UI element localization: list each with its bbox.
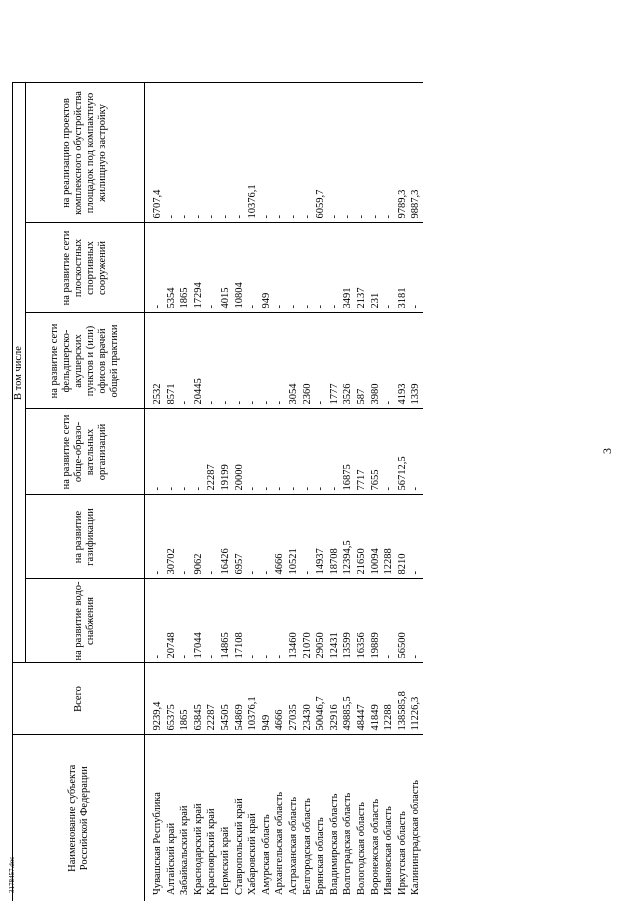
cell-schools: - bbox=[192, 409, 206, 495]
cell-name: Ивановская область bbox=[382, 735, 396, 901]
cell-gas: 18708 bbox=[328, 495, 342, 579]
cell-medical: - bbox=[382, 313, 396, 409]
cell-schools: 16875 bbox=[341, 409, 355, 495]
table-row bbox=[233, 83, 247, 901]
cell-water: - bbox=[273, 579, 287, 663]
cell-total: 63845 bbox=[192, 663, 206, 735]
cell-name: Чувашская Республика bbox=[145, 735, 165, 901]
page-number: 3 bbox=[600, 448, 614, 454]
cell-sports: - bbox=[205, 223, 219, 313]
cell-medical: 1339 bbox=[409, 313, 423, 409]
cell-complex: - bbox=[192, 83, 206, 223]
table-row bbox=[219, 83, 233, 901]
cell-gas: 4666 bbox=[273, 495, 287, 579]
cell-gas: - bbox=[301, 495, 315, 579]
cell-sports: - bbox=[273, 223, 287, 313]
cell-gas: 8210 bbox=[396, 495, 410, 579]
cell-name: Хабаровский край bbox=[246, 735, 260, 901]
cell-sports: 3491 bbox=[341, 223, 355, 313]
cell-complex: - bbox=[341, 83, 355, 223]
table-row bbox=[328, 83, 342, 901]
cell-schools: - bbox=[314, 409, 328, 495]
table-row bbox=[396, 83, 410, 901]
cell-medical: 4193 bbox=[396, 313, 410, 409]
cell-schools: - bbox=[287, 409, 301, 495]
table-row bbox=[145, 83, 165, 901]
table-row bbox=[382, 83, 396, 901]
cell-sports: - bbox=[145, 223, 165, 313]
cell-sports: - bbox=[301, 223, 315, 313]
cell-medical: - bbox=[246, 313, 260, 409]
cell-sports: 17294 bbox=[192, 223, 206, 313]
cell-schools: 22287 bbox=[205, 409, 219, 495]
cell-water: 20748 bbox=[165, 579, 179, 663]
table-row bbox=[205, 83, 219, 901]
cell-complex: - bbox=[219, 83, 233, 223]
cell-gas: - bbox=[205, 495, 219, 579]
cell-gas: - bbox=[260, 495, 274, 579]
cell-name: Алтайский край bbox=[165, 735, 179, 901]
cell-gas: 12288 bbox=[382, 495, 396, 579]
cell-schools: 7655 bbox=[369, 409, 383, 495]
cell-gas: 10521 bbox=[287, 495, 301, 579]
cell-sports: 949 bbox=[260, 223, 274, 313]
cell-complex: - bbox=[355, 83, 369, 223]
cell-schools: - bbox=[409, 409, 423, 495]
cell-medical: - bbox=[260, 313, 274, 409]
header-sports: на развитие сети плоскостных спортивных сооружений bbox=[26, 223, 145, 313]
cell-water: 17044 bbox=[192, 579, 206, 663]
cell-gas: 9062 bbox=[192, 495, 206, 579]
cell-name: Амурская область bbox=[260, 735, 274, 901]
cell-total: 49885,5 bbox=[341, 663, 355, 735]
cell-sports: 5354 bbox=[165, 223, 179, 313]
table-row bbox=[287, 83, 301, 901]
cell-medical: 3980 bbox=[369, 313, 383, 409]
cell-total: 11226,3 bbox=[409, 663, 423, 735]
cell-name: Астраханская область bbox=[287, 735, 301, 901]
cell-complex: - bbox=[287, 83, 301, 223]
table-row bbox=[314, 83, 328, 901]
cell-sports: 4015 bbox=[219, 223, 233, 313]
cell-water: 16356 bbox=[355, 579, 369, 663]
cell-total: 22287 bbox=[205, 663, 219, 735]
table-row bbox=[273, 83, 287, 901]
cell-schools: - bbox=[328, 409, 342, 495]
table-body bbox=[145, 83, 423, 901]
cell-schools: 56712,5 bbox=[396, 409, 410, 495]
table-row bbox=[165, 83, 179, 901]
cell-water: - bbox=[205, 579, 219, 663]
cell-complex: - bbox=[328, 83, 342, 223]
cell-complex: 9789,3 bbox=[396, 83, 410, 223]
cell-total: 9239,4 bbox=[145, 663, 165, 735]
table-row bbox=[178, 83, 192, 901]
table-row bbox=[341, 83, 355, 901]
cell-water: - bbox=[145, 579, 165, 663]
cell-schools: - bbox=[260, 409, 274, 495]
cell-complex: - bbox=[233, 83, 247, 223]
header-water: на развитие водо-снабжения bbox=[26, 579, 145, 663]
table-row bbox=[246, 83, 260, 901]
cell-total: 138585,8 bbox=[396, 663, 410, 735]
subsidy-table bbox=[12, 83, 423, 902]
cell-total: 4666 bbox=[273, 663, 287, 735]
cell-schools: 7717 bbox=[355, 409, 369, 495]
cell-complex: - bbox=[273, 83, 287, 223]
cell-water: 12431 bbox=[328, 579, 342, 663]
cell-complex: - bbox=[301, 83, 315, 223]
cell-water: - bbox=[382, 579, 396, 663]
header-in-total: В том числе bbox=[13, 83, 26, 663]
cell-name: Волгоградская область bbox=[341, 735, 355, 901]
cell-water: - bbox=[260, 579, 274, 663]
table-row bbox=[369, 83, 383, 901]
cell-total: 41849 bbox=[369, 663, 383, 735]
cell-water: 14865 bbox=[219, 579, 233, 663]
cell-gas: 16426 bbox=[219, 495, 233, 579]
cell-name: Воронежская область bbox=[369, 735, 383, 901]
cell-complex: 9887,3 bbox=[409, 83, 423, 223]
cell-gas: 12394,5 bbox=[341, 495, 355, 579]
cell-gas: 14937 bbox=[314, 495, 328, 579]
cell-medical: 8571 bbox=[165, 313, 179, 409]
cell-medical: 20445 bbox=[192, 313, 206, 409]
cell-medical: - bbox=[178, 313, 192, 409]
cell-total: 27035 bbox=[287, 663, 301, 735]
cell-total: 65375 bbox=[165, 663, 179, 735]
cell-sports: 3181 bbox=[396, 223, 410, 313]
cell-name: Ставропольский край bbox=[233, 735, 247, 901]
cell-complex: - bbox=[260, 83, 274, 223]
cell-schools: - bbox=[145, 409, 165, 495]
cell-water: - bbox=[178, 579, 192, 663]
cell-medical: 1777 bbox=[328, 313, 342, 409]
header-total: Всего bbox=[13, 663, 145, 735]
cell-medical: 3054 bbox=[287, 313, 301, 409]
cell-gas: - bbox=[178, 495, 192, 579]
cell-schools: - bbox=[178, 409, 192, 495]
cell-name: Красноярский край bbox=[205, 735, 219, 901]
cell-total: 48447 bbox=[355, 663, 369, 735]
cell-total: 1865 bbox=[178, 663, 192, 735]
cell-gas: - bbox=[145, 495, 165, 579]
cell-sports: - bbox=[409, 223, 423, 313]
cell-complex: - bbox=[369, 83, 383, 223]
cell-water: 13460 bbox=[287, 579, 301, 663]
cell-name: Архангельская область bbox=[273, 735, 287, 901]
cell-gas: 10094 bbox=[369, 495, 383, 579]
cell-complex: - bbox=[205, 83, 219, 223]
cell-schools: - bbox=[246, 409, 260, 495]
cell-medical: - bbox=[205, 313, 219, 409]
cell-total: 23430 bbox=[301, 663, 315, 735]
cell-gas: - bbox=[409, 495, 423, 579]
header-schools: на развитие сети обще-образо-вательных организаций bbox=[26, 409, 145, 495]
cell-gas: 30702 bbox=[165, 495, 179, 579]
cell-name: Забайкальский край bbox=[178, 735, 192, 901]
cell-total: 12288 bbox=[382, 663, 396, 735]
cell-complex: - bbox=[165, 83, 179, 223]
cell-gas: 6957 bbox=[233, 495, 247, 579]
cell-sports: - bbox=[314, 223, 328, 313]
cell-schools: 19199 bbox=[219, 409, 233, 495]
cell-medical: 587 bbox=[355, 313, 369, 409]
header-medical: на развитие сети фельдшерско-акушерских пунктов и (или) офисов врачей общей практики bbox=[26, 313, 145, 409]
cell-water: 21070 bbox=[301, 579, 315, 663]
header-name: Наименование субъекта Российской Федерации bbox=[13, 735, 145, 901]
cell-gas: 21650 bbox=[355, 495, 369, 579]
header-gas: на развитие газификации bbox=[26, 495, 145, 579]
cell-medical: - bbox=[273, 313, 287, 409]
cell-sports: - bbox=[328, 223, 342, 313]
cell-water: 13599 bbox=[341, 579, 355, 663]
cell-water: 19889 bbox=[369, 579, 383, 663]
document-code: 3178457.doc bbox=[8, 856, 16, 893]
cell-schools: - bbox=[165, 409, 179, 495]
cell-name: Иркутская область bbox=[396, 735, 410, 901]
cell-sports: - bbox=[382, 223, 396, 313]
cell-water: - bbox=[246, 579, 260, 663]
table-row bbox=[301, 83, 315, 901]
table-row bbox=[260, 83, 274, 901]
cell-total: 50046,7 bbox=[314, 663, 328, 735]
cell-schools: - bbox=[273, 409, 287, 495]
cell-complex: - bbox=[382, 83, 396, 223]
cell-total: 10376,1 bbox=[246, 663, 260, 735]
cell-schools: - bbox=[382, 409, 396, 495]
cell-sports: 231 bbox=[369, 223, 383, 313]
table-row bbox=[355, 83, 369, 901]
cell-name: Калининградская область bbox=[409, 735, 423, 901]
cell-total: 54505 bbox=[219, 663, 233, 735]
cell-name: Краснодарский край bbox=[192, 735, 206, 901]
table-row bbox=[192, 83, 206, 901]
cell-medical: 2360 bbox=[301, 313, 315, 409]
cell-total: 54869 bbox=[233, 663, 247, 735]
cell-name: Белгородская область bbox=[301, 735, 315, 901]
cell-water: 56500 bbox=[396, 579, 410, 663]
cell-complex: 6707,4 bbox=[145, 83, 165, 223]
cell-water: - bbox=[409, 579, 423, 663]
cell-complex: 6059,7 bbox=[314, 83, 328, 223]
table-row bbox=[409, 83, 423, 901]
cell-complex: - bbox=[178, 83, 192, 223]
cell-medical: 3526 bbox=[341, 313, 355, 409]
cell-medical: - bbox=[314, 313, 328, 409]
cell-medical: - bbox=[233, 313, 247, 409]
cell-gas: - bbox=[246, 495, 260, 579]
cell-schools: - bbox=[301, 409, 315, 495]
cell-water: 17108 bbox=[233, 579, 247, 663]
cell-schools: 20000 bbox=[233, 409, 247, 495]
cell-sports: 10804 bbox=[233, 223, 247, 313]
cell-sports: - bbox=[246, 223, 260, 313]
cell-sports: 2137 bbox=[355, 223, 369, 313]
cell-water: 29050 bbox=[314, 579, 328, 663]
cell-name: Вологодская область bbox=[355, 735, 369, 901]
cell-total: 32916 bbox=[328, 663, 342, 735]
cell-medical: 2532 bbox=[145, 313, 165, 409]
cell-complex: 10376,1 bbox=[246, 83, 260, 223]
cell-name: Владимирская область bbox=[328, 735, 342, 901]
cell-name: Пермский край bbox=[219, 735, 233, 901]
cell-sports: - bbox=[287, 223, 301, 313]
cell-total: 949 bbox=[260, 663, 274, 735]
cell-name: Брянская область bbox=[314, 735, 328, 901]
cell-medical: - bbox=[219, 313, 233, 409]
header-complex: на реализацию проектов комплексного обустройства площадок под компактную жилищную застройку bbox=[26, 83, 145, 223]
cell-sports: 1865 bbox=[178, 223, 192, 313]
